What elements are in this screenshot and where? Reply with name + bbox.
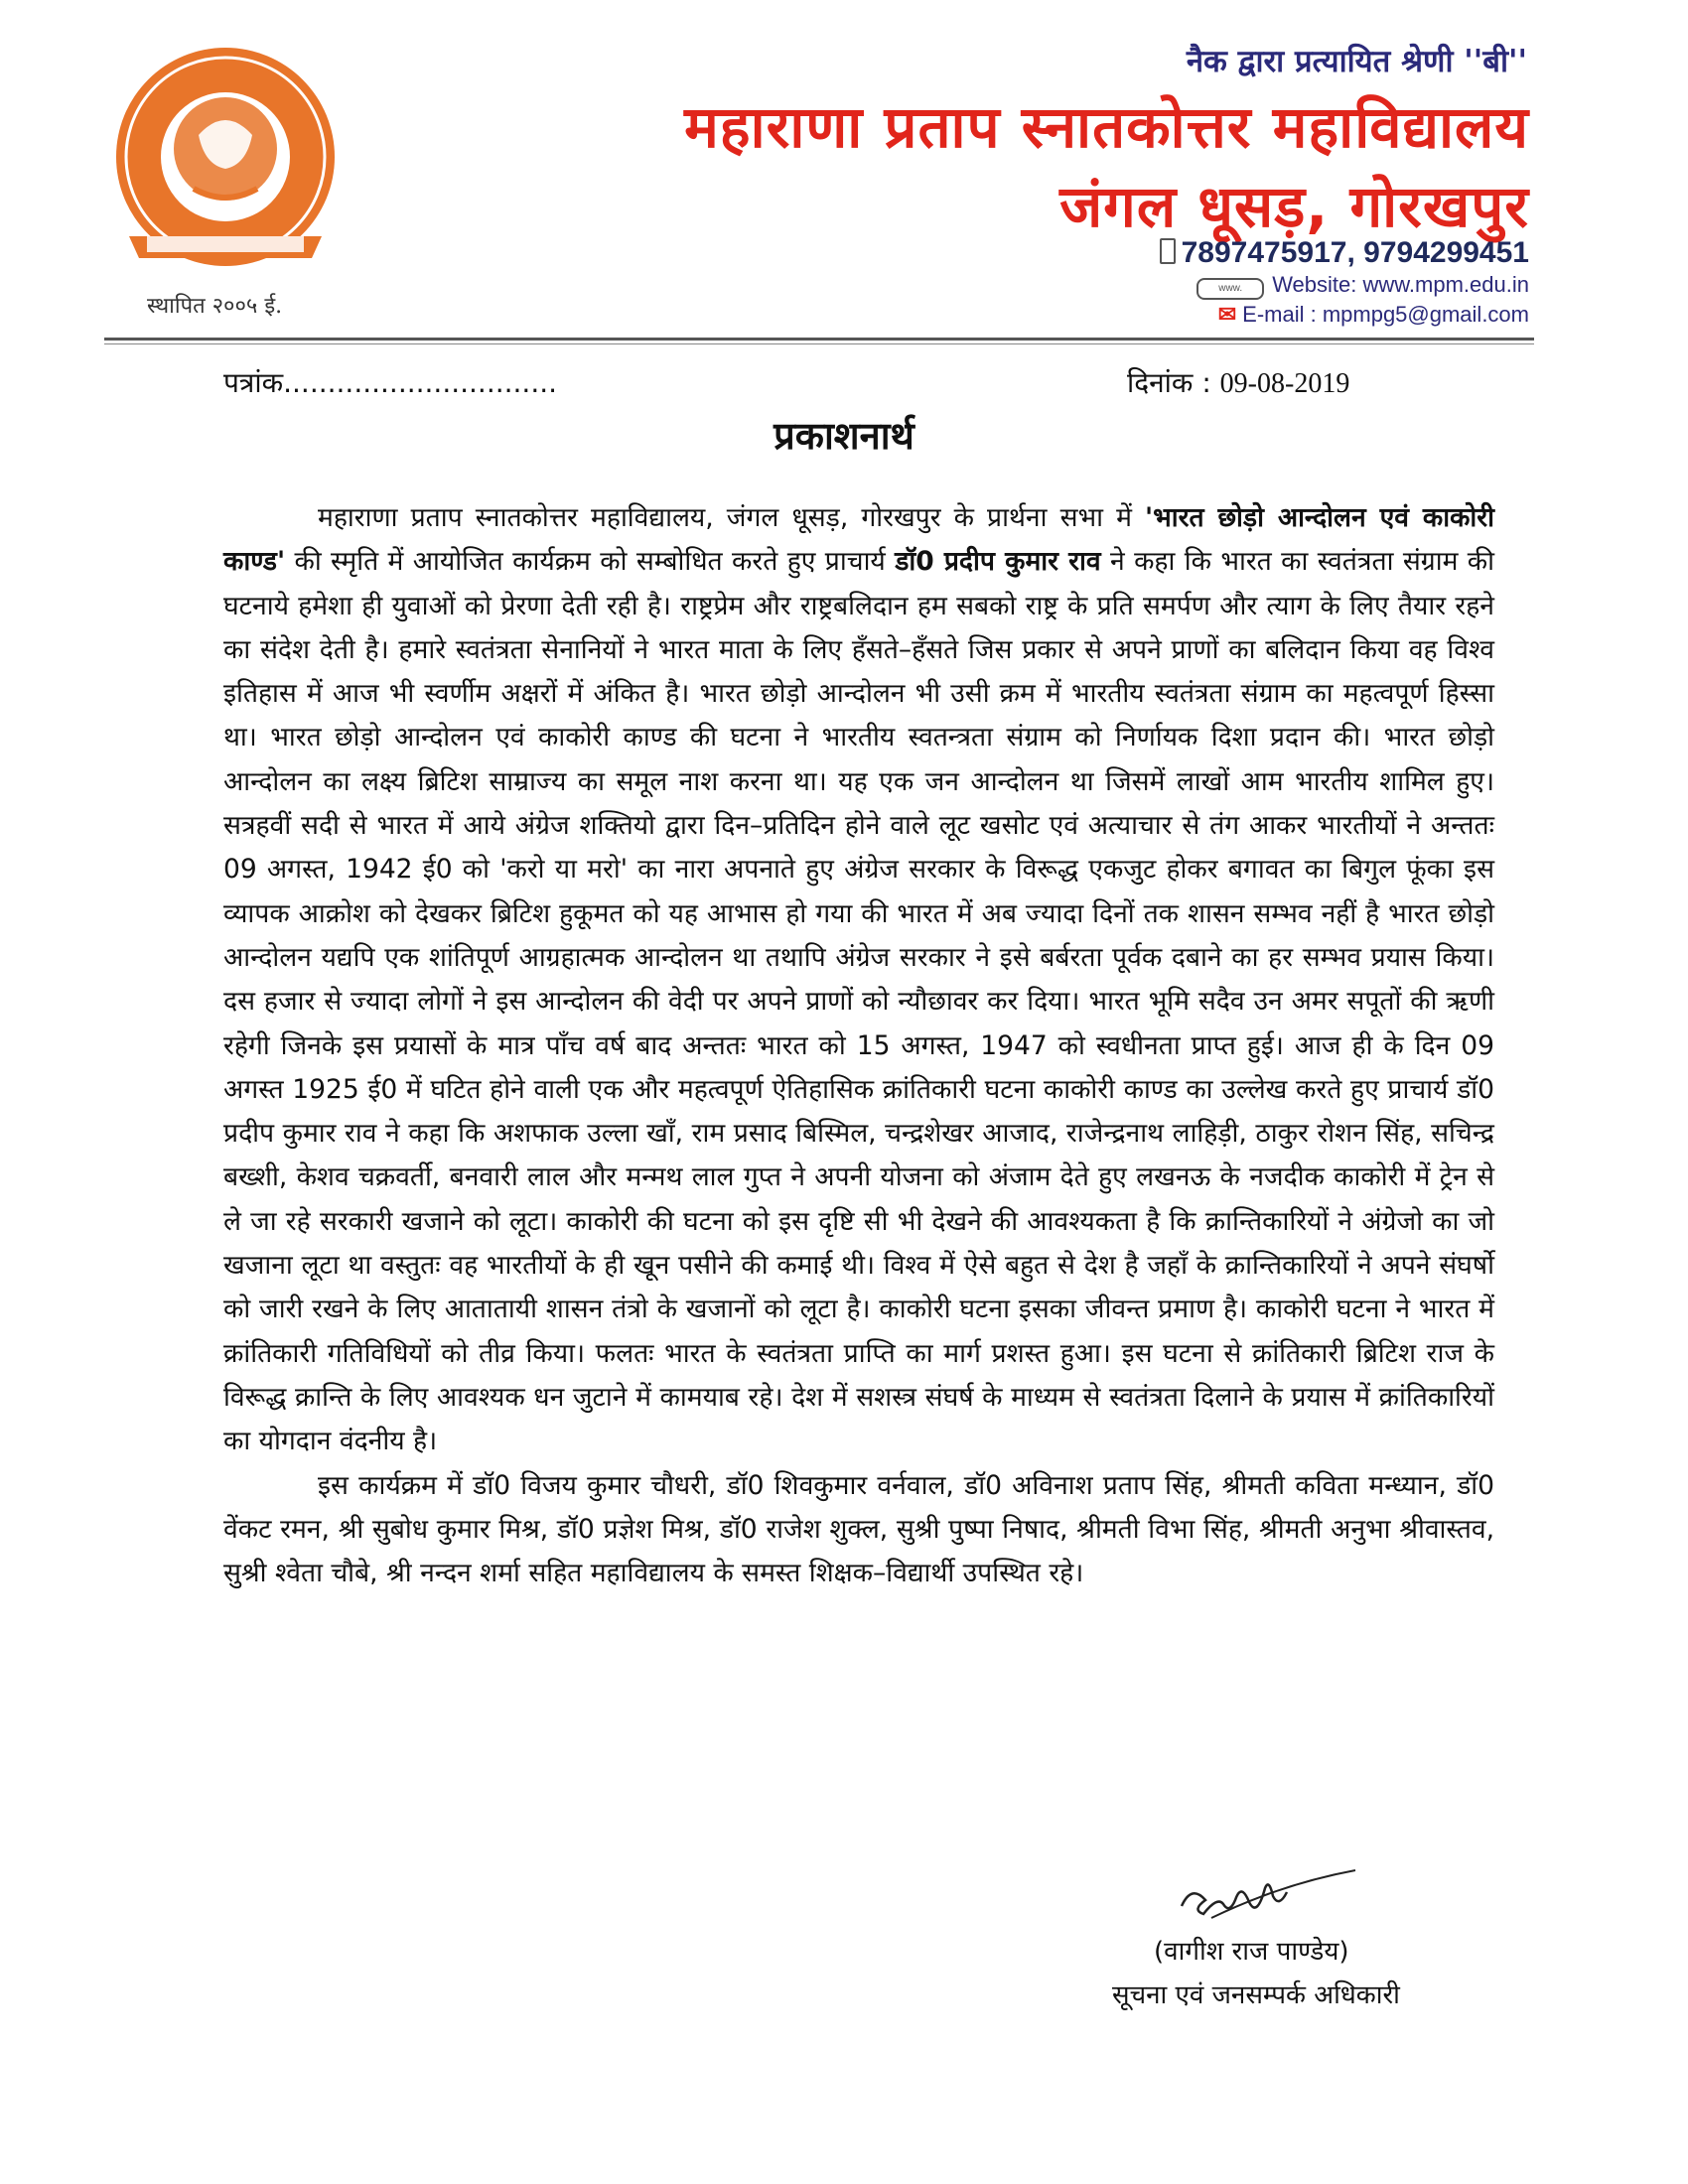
- envelope-icon: ✉: [1217, 302, 1237, 327]
- header-divider: [104, 338, 1534, 341]
- body-paragraph-2: इस कार्यक्रम में डॉ0 विजय कुमार चौधरी, डॉ0 शिवकुमार वर्नवाल, डॉ0 अविनाश प्रताप सिंह, श्रीमती कविता मन्ध्यान, डॉ0 वेंकट रमन, श्री सुबोध कुमार मिश्र, डॉ0 प्रज्ञेश मिश्र, डॉ0 राजेश शुक्ल, सुश्री पुष्पा निषाद, श्रीमती विभा सिंह, श्रीमती अनुभा श्रीवास्तव, सुश्री श्वेता चौबे, श्री नन्दन शर्मा सहित महाविद्यालय के समस्त शिक्षक–विद्यार्थी उपस्थित रहे।: [223, 1469, 1494, 1589]
- date-line: [1127, 363, 1349, 401]
- signatory-name: (वागीश राज पाण्डेय): [1154, 1937, 1349, 1967]
- contact-block: [1013, 236, 1529, 328]
- document-heading: प्रकाशनार्थ: [774, 414, 914, 458]
- signatory-designation: सूचना एवं जनसम्पर्क अधिकारी: [1112, 1980, 1400, 2010]
- email-text[interactable]: E-mail : mpmpg5@gmail.com: [1242, 302, 1529, 327]
- website-line: [1013, 272, 1529, 300]
- reference-number: पत्रांक...............................: [223, 366, 558, 399]
- college-seal-logo: [99, 40, 352, 298]
- email-line: [1013, 302, 1529, 328]
- press-release-body: [223, 496, 1494, 1595]
- principal-name: डॉ0 प्रदीप कुमार राव: [895, 546, 1101, 578]
- accreditation-text: नैक द्वारा प्रत्यायित श्रेणी ''बी'': [1186, 44, 1527, 79]
- website-text[interactable]: Website: www.mpm.edu.in: [1272, 272, 1529, 297]
- established-year: स्थापित २००५ ई.: [147, 294, 283, 319]
- phone-line: [1013, 236, 1529, 270]
- college-location: जंगल धूसड़, गोरखपुर: [1059, 173, 1529, 240]
- globe-web-icon: www.: [1196, 278, 1264, 300]
- date-label: दिनांक :: [1127, 366, 1211, 399]
- handwritten-signature: [1172, 1856, 1360, 1936]
- event-title: 'भारत छोड़ो आन्दोलन एवं काकोरी काण्ड': [223, 502, 1494, 578]
- phone-numbers: 7897475917, 9794299451: [1181, 236, 1529, 269]
- header-divider-thin: [104, 343, 1534, 344]
- mobile-phone-icon: [1160, 238, 1176, 264]
- date-value: 09-08-2019: [1219, 368, 1350, 399]
- college-name: महाराणा प्रताप स्नातकोत्तर महाविद्यालय: [684, 93, 1529, 161]
- body-paragraph-1: महाराणा प्रताप स्नातकोत्तर महाविद्यालय, जंगल धूसड़, गोरखपुर के प्रार्थना सभा में 'भारत छोड़ो आन्दोलन एवं काकोरी काण्ड' की स्मृति में आयोजित कार्यक्रम को सम्बोधित करते हुए प्राचार्य डॉ0 प्रदीप कुमार राव ने कहा कि भारत का स्वतंत्रता संग्राम की घटनाये हमेशा ही युवाओं को प्रेरणा देती रही है। राष्ट्रप्रेम और राष्ट्रबलिदान हम सबको राष्ट्र के प्रति समर्पण और त्याग के लिए तैयार रहने का संदेश देती है। हमारे स्वतंत्रता सेनानियों ने भारत माता के लिए हँसते–हँसते जिस प्रकार से अपने प्राणों का बलिदान किया वह विश्व इतिहास में आज भी स्वर्णीम अक्षरों में अंकित है। भारत छोड़ो आन्दोलन भी उसी क्रम में भारतीय स्वतंत्रता संग्राम का महत्वपूर्ण हिस्सा था। भारत छोड़ो आन्दोलन एवं काकोरी काण्ड की घटना ने भारतीय स्वतन्त्रता संग्राम को निर्णायक दिशा प्रदान की। भारत छोड़ो आन्दोलन का लक्ष्य ब्रिटिश साम्राज्य का समूल नाश करना था। यह एक जन आन्दोलन था जिसमें लाखों आम भारतीय शामिल हुए। सत्रहवीं सदी से भारत में आये अंग्रेज शक्तियो द्वारा दिन–प्रतिदिन होने वाले लूट खसोट एवं अत्याचार से तंग आकर भारतीयों ने अन्ततः 09 अगस्त, 1942 ई0 को 'करो या मरो' का नारा अपनाते हुए अंग्रेज सरकार के विरूद्ध एकजुट होकर बगावत का बिगुल फूंका इस व्यापक आक्रोश को देखकर ब्रिटिश हुकूमत को यह आभास हो गया की भारत में अब ज्यादा दिनों तक शासन सम्भव नहीं है भारत छोड़ो आन्दोलन यद्यपि एक शांतिपूर्ण आग्रहात्मक आन्दोलन था तथापि अंग्रेज सरकार ने इसे बर्बरता पूर्वक दबाने का हर सम्भव प्रयास किया। दस हजार से ज्यादा लोगों ने इस आन्दोलन की वेदी पर अपने प्राणों को न्यौछावर कर दिया। भारत भूमि सदैव उन अमर सपूतों की ऋणी रहेगी जिनके इस प्रयासों के मात्र पाँच वर्ष बाद अन्ततः भारत को 15 अगस्त, 1947 को स्वधीनता प्राप्त हुई। आज ही के दिन 09 अगस्त 1925 ई0 में घटित होने वाली एक और महत्वपूर्ण ऐतिहासिक क्रांतिकारी घटना काकोरी काण्ड का उल्लेख करते हुए प्राचार्य डॉ0 प्रदीप कुमार राव ने कहा कि अशफाक उल्ला खाँ, राम प्रसाद बिस्मिल, चन्द्रशेखर आजाद, राजेन्द्रनाथ लाहिड़ी, ठाकुर रोशन सिंह, सचिन्द्र बख्शी, केशव चक्रवर्ती, बनवारी लाल और मन्मथ लाल गुप्त ने अपनी योजना को अंजाम देते हुए लखनऊ के नजदीक काकोरी में ट्रेन से ले जा रहे सरकारी खजाने को लूटा। काकोरी की घटना को इस दृष्टि सी भी देखने की आवश्यकता है कि क्रान्तिकारियों ने अंग्रेजो का जो खजाना लूटा था वस्तुतः वह भारतीयों के ही खून पसीने की कमाई थी। विश्व में ऐसे बहुत से देश है जहाँ के क्रान्तिकारियों ने अपने संघर्षो को जारी रखने के लिए आतातायी शासन तंत्रो के खजानों को लूटा है। काकोरी घटना इसका जीवन्त प्रमाण है। काकोरी घटना ने भारत में क्रांतिकारी गतिविधियों को तीव्र किया। फलतः भारत के स्वतंत्रता प्राप्ति का मार्ग प्रशस्त हुआ। इस घटना से क्रांतिकारी ब्रिटिश राज के विरूद्ध क्रान्ति के लिए आवश्यक धन जुटाने में कामयाब रहे। देश में सशस्त्र संघर्ष के माध्यम से स्वतंत्रता दिलाने के प्रयास में क्रांतिकारियों का योगदान वंदनीय है।: [223, 502, 1495, 1457]
